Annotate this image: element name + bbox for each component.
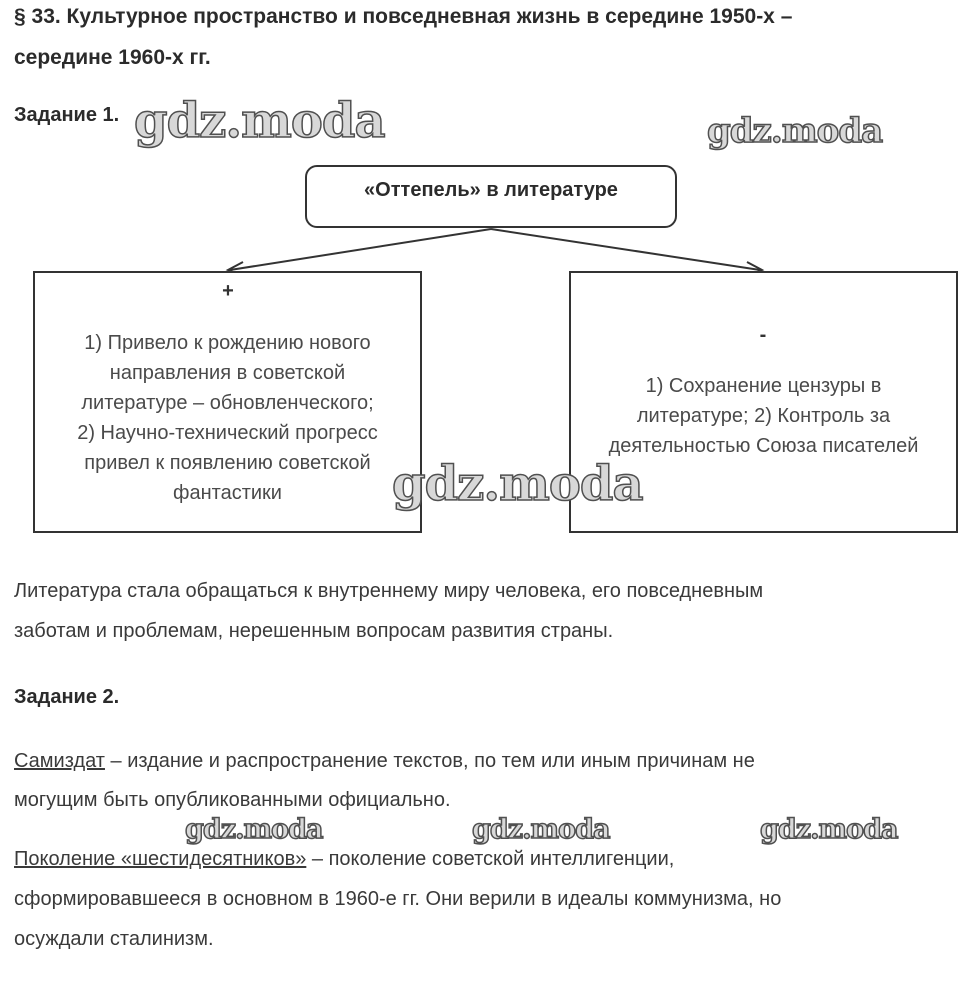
definition-samizdat-line2: могущим быть опубликованными официально.	[14, 789, 451, 811]
pros-line: фантастики	[173, 482, 282, 504]
cons-text	[571, 371, 956, 461]
conclusion-line1: Литература стала обращаться к внутреннему миру человека, его повседневным	[14, 580, 764, 602]
term-sixties: Поколение «шестидесятников»	[14, 848, 307, 870]
plus-sign: +	[222, 280, 234, 302]
thaw-center-box: «Оттепель» в литературе	[305, 165, 677, 228]
cons-line: 1) Сохранение цензуры в	[645, 375, 882, 397]
definition-samizdat	[14, 750, 755, 773]
minus-sign: -	[759, 324, 767, 346]
definition-sixties-text: – поколение советской интеллигенции,	[306, 848, 675, 870]
definition-sixties	[14, 848, 674, 871]
arrow-right-line	[491, 229, 760, 270]
task1-label: Задание 1.	[14, 104, 120, 126]
watermark-logo: gdz.moda	[707, 111, 883, 151]
cons-line: литературе; 2) Контроль за	[636, 405, 891, 427]
watermark-logo: gdz.moda	[760, 814, 898, 845]
arrow-left-line	[230, 229, 491, 270]
pros-line: литературе – обновленческого;	[81, 392, 374, 414]
definition-samizdat-text: – издание и распространение текстов, по тем или иным причинам не	[104, 750, 755, 772]
section-title-line2: середине 1960-х гг.	[14, 46, 211, 69]
watermark-logo: gdz.moda	[392, 456, 643, 512]
pros-line: привел к появлению советской	[84, 452, 371, 474]
conclusion-line2: заботам и проблемам, нерешенным вопросам развития страны.	[14, 620, 614, 642]
definition-sixties-line3: осуждали сталинизм.	[14, 928, 214, 950]
watermark-logo: gdz.moda	[134, 93, 385, 149]
definition-sixties-line2: сформировавшееся в основном в 1960-е гг. Они верили в идеалы коммунизма, но	[14, 888, 782, 910]
pros-text	[35, 328, 420, 508]
pros-line: 2) Научно-технический прогресс	[77, 422, 378, 444]
cons-line: деятельностью Союза писателей	[608, 435, 919, 457]
task2-label: Задание 2.	[14, 686, 120, 708]
term-samizdat: Самиздат	[14, 750, 105, 772]
pros-line: 1) Привело к рождению нового	[84, 332, 371, 354]
watermark-logo: gdz.moda	[472, 814, 610, 845]
pros-line: направления в советской	[109, 362, 346, 384]
watermark-logo: gdz.moda	[185, 814, 323, 845]
section-title-line1: § 33. Культурное пространство и повседневная жизнь в середине 1950-х –	[14, 5, 793, 28]
